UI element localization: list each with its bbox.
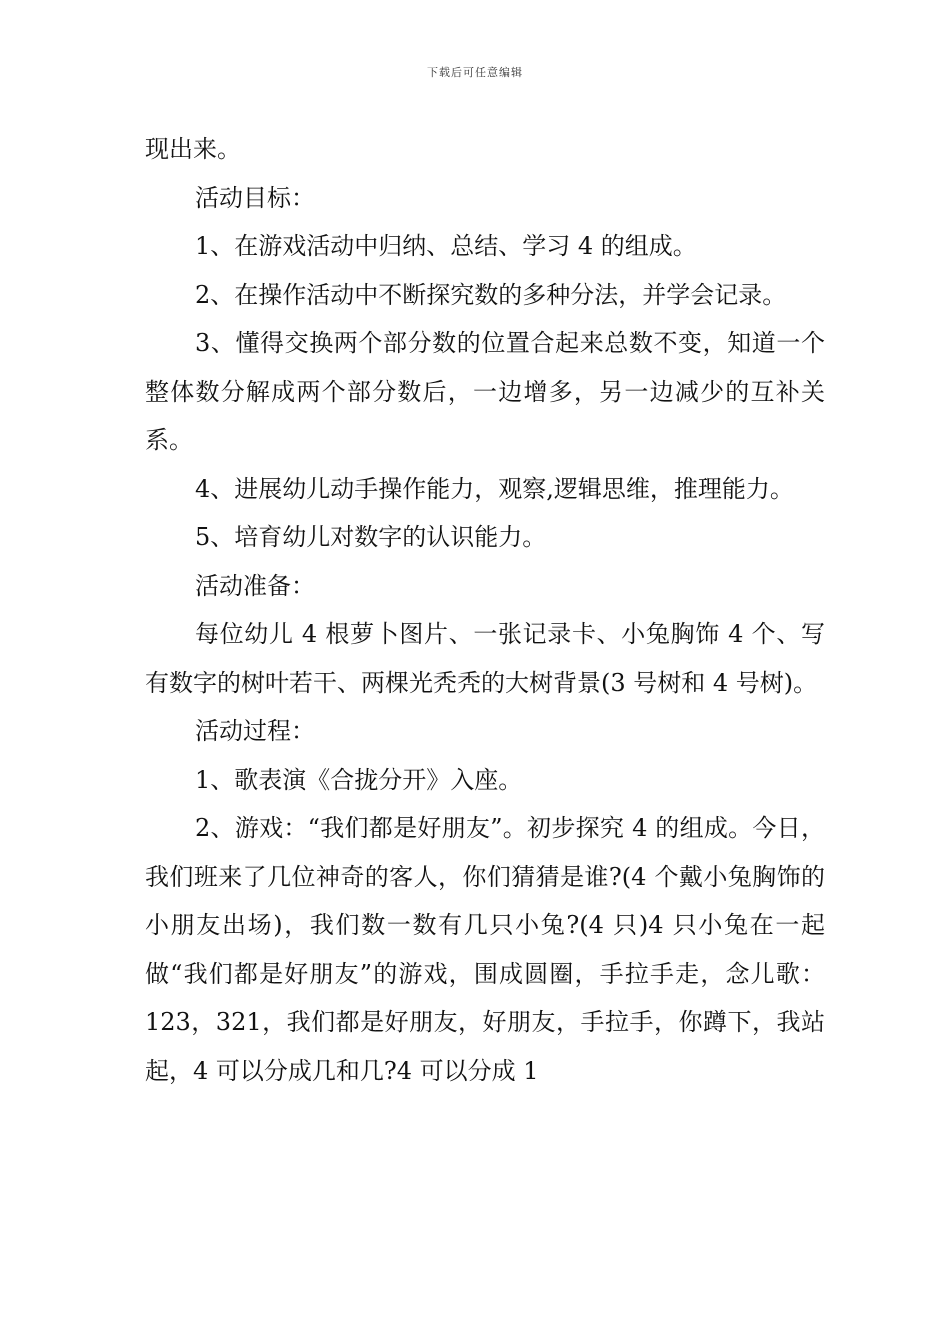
section-heading-preparation: 活动准备： xyxy=(195,571,315,600)
paragraph: 现出来。 xyxy=(145,135,241,163)
process-step-1: 1、歌表演《合拢分开》入座。 xyxy=(195,765,523,794)
section-heading-goals: 活动目标： xyxy=(195,183,315,212)
goal-item-1: 1、在游戏活动中归纳、总结、学习 4 的组成。 xyxy=(195,232,697,260)
goal-item-2: 2、在操作活动中不断探究数的多种分法，并学会记录。 xyxy=(195,280,787,309)
preparation-text: 每位幼儿 4 根萝卜图片、一张记录卡、小兔胸饰 4 个、写有数字的树叶若干、两棵光秃秃的大树背景(3 号树和 4 号树)。 xyxy=(145,620,825,697)
goal-item-5: 5、培育幼儿对数字的认识能力。 xyxy=(195,523,547,551)
page-header-note: 下载后可任意编辑 xyxy=(427,66,523,79)
section-heading-process: 活动过程： xyxy=(195,717,315,745)
goal-item-3: 3、懂得交换两个部分数的位置合起来总数不变，知道一个整体数分解成两个部分数后，一边增多，另一边减少的互补关系。 xyxy=(145,329,825,454)
process-step-2: 2、游戏：“我们都是好朋友”。初步探究 4 的组成。今日，我们班来了几位神奇的客人，你们猜猜是谁?(4 个戴小兔胸饰的小朋友出场)，我们数一数有几只小兔?(4 只)4 只小兔在一起做“我们都是好朋友”的游戏，围成圆圈，手拉手走，念儿歌：123，321，我们都是好朋友，好朋友，手拉手，你蹲下，我站起，4 可以分成几和几?4 可以分成 1 xyxy=(145,814,825,1085)
document-body xyxy=(145,125,825,1095)
goal-item-4: 4、进展幼儿动手操作能力，观察,逻辑思维，推理能力。 xyxy=(195,474,794,503)
